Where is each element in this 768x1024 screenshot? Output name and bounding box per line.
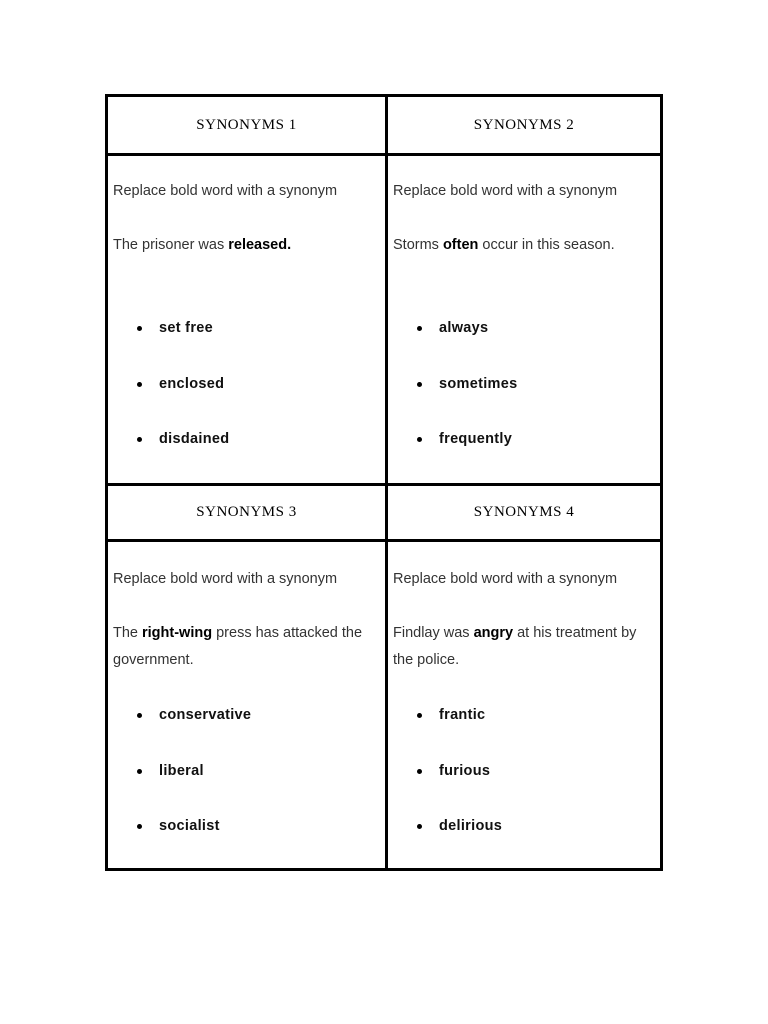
card-title: SYNONYMS 1: [196, 116, 297, 133]
bullet-icon: [417, 769, 422, 774]
bullet-icon: [137, 326, 142, 331]
synonym-card-table: SYNONYMS 1 Replace bold word with a synonym The prisoner was released. set free enclosed disdained SYNONYMS 2 Replace bold word with a synonym Storms often occur in this season. always sometimes frequently SYNONYMS 3 Replace bold word with a synonym The right-wing press has attacked the government. conservative liberal socialist SYNONYMS 4 Replace bold word with a synonym Findlay was angry at his treatment by the police. frantic furious delirious: [105, 94, 663, 871]
card-title: SYNONYMS 4: [473, 504, 575, 520]
row-divider: [108, 539, 660, 542]
bold-word: often: [442, 237, 479, 253]
question-sentence: The prisoner was released.: [113, 237, 292, 253]
question-sentence: The right-wing press has attacked the government.: [113, 625, 363, 668]
bullet-icon: [417, 326, 422, 331]
bullet-icon: [417, 713, 422, 718]
bullet-icon: [137, 824, 142, 829]
bold-word: angry: [473, 625, 514, 641]
bullet-icon: [417, 824, 422, 829]
row-divider: [108, 153, 660, 156]
instruction-text: Replace bold word with a synonym: [113, 183, 338, 199]
question-sentence: Findlay was angry at his treatment by the police.: [393, 625, 637, 668]
instruction-text: Replace bold word with a synonym: [393, 571, 618, 587]
bullet-icon: [137, 713, 142, 718]
question-sentence: Storms often occur in this season.: [393, 237, 615, 253]
bullet-icon: [417, 382, 422, 387]
instruction-text: Replace bold word with a synonym: [393, 183, 618, 199]
card-title: SYNONYMS 2: [473, 116, 575, 133]
bold-word: released.: [228, 237, 292, 253]
instruction-text: Replace bold word with a synonym: [113, 571, 338, 587]
bullet-icon: [137, 769, 142, 774]
card-title: SYNONYMS 3: [196, 504, 297, 520]
bullet-icon: [137, 382, 142, 387]
bullet-icon: [417, 437, 422, 442]
bold-word: right-wing: [142, 625, 213, 641]
bullet-icon: [137, 437, 142, 442]
